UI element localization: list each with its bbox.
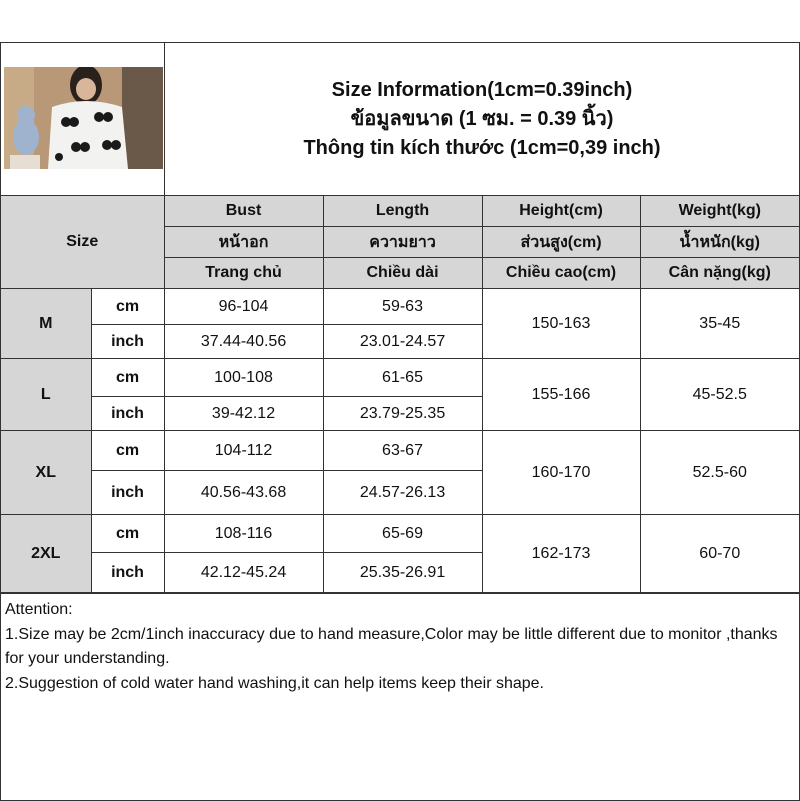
- bust-inch: 39-42.12: [164, 397, 323, 431]
- unit-cm: cm: [91, 289, 164, 325]
- weight-range: 35-45: [640, 289, 799, 359]
- length-inch: 23.01-24.57: [323, 325, 482, 359]
- size-name: L: [1, 359, 91, 431]
- bust-cm: 96-104: [164, 289, 323, 325]
- height-range: 150-163: [482, 289, 640, 359]
- header-bust-th: หน้าอก: [164, 227, 323, 258]
- notes-heading: Attention:: [5, 601, 73, 618]
- header-weight-vi: Cân nặng(kg): [640, 258, 799, 289]
- table-row: [1, 515, 799, 553]
- unit-inch: inch: [91, 397, 164, 431]
- length-cm: 65-69: [323, 515, 482, 553]
- bust-cm: 108-116: [164, 515, 323, 553]
- header-weight-th: น้ำหนัก(kg): [640, 227, 799, 258]
- table-row: [1, 359, 799, 397]
- note-measurement: 1.Size may be 2cm/1inch inaccuracy due to hand measure,Color may be little different due to monitor ,thanks for your understanding.: [5, 625, 778, 667]
- chart-header: [1, 43, 799, 196]
- title-english: Size Information(1cm=0.39inch): [331, 78, 633, 101]
- weight-range: 52.5-60: [640, 431, 799, 515]
- header-height-vi: Chiều cao(cm): [482, 258, 640, 289]
- unit-cm: cm: [91, 515, 164, 553]
- size-name: XL: [1, 431, 91, 515]
- header-length-en: Length: [323, 196, 482, 227]
- length-inch: 25.35-26.91: [323, 553, 482, 593]
- bust-cm: 100-108: [164, 359, 323, 397]
- table-row: [1, 289, 799, 325]
- height-range: 162-173: [482, 515, 640, 593]
- table-row: [1, 431, 799, 471]
- size-column-header: Size: [1, 196, 164, 289]
- product-photo-cell: [1, 43, 165, 195]
- header-height-th: ส่วนสูง(cm): [482, 227, 640, 258]
- attention-notes: [1, 593, 799, 800]
- size-chart: [0, 42, 800, 801]
- weight-range: 60-70: [640, 515, 799, 593]
- length-inch: 24.57-26.13: [323, 471, 482, 515]
- unit-cm: cm: [91, 431, 164, 471]
- title-thai: ข้อมูลขนาด (1 ซม. = 0.39 นิ้ว): [350, 107, 614, 130]
- header-height-en: Height(cm): [482, 196, 640, 227]
- bust-inch: 42.12-45.24: [164, 553, 323, 593]
- header-weight-en: Weight(kg): [640, 196, 799, 227]
- bust-inch: 40.56-43.68: [164, 471, 323, 515]
- length-cm: 59-63: [323, 289, 482, 325]
- unit-cm: cm: [91, 359, 164, 397]
- header-length-th: ความยาว: [323, 227, 482, 258]
- unit-inch: inch: [91, 325, 164, 359]
- size-name: M: [1, 289, 91, 359]
- header-row-english: [1, 196, 799, 227]
- title-block: [165, 43, 799, 195]
- height-range: 155-166: [482, 359, 640, 431]
- note-washing: 2.Suggestion of cold water hand washing,it can help items keep their shape.: [5, 674, 544, 692]
- size-name: 2XL: [1, 515, 91, 593]
- header-length-vi: Chiều dài: [323, 258, 482, 289]
- length-cm: 63-67: [323, 431, 482, 471]
- title-vietnamese: Thông tin kích thước (1cm=0,39 inch): [303, 136, 661, 159]
- length-inch: 23.79-25.35: [323, 397, 482, 431]
- bust-inch: 37.44-40.56: [164, 325, 323, 359]
- product-photo: [4, 67, 163, 169]
- header-bust-en: Bust: [164, 196, 323, 227]
- weight-range: 45-52.5: [640, 359, 799, 431]
- length-cm: 61-65: [323, 359, 482, 397]
- bust-cm: 104-112: [164, 431, 323, 471]
- header-bust-vi: Trang chủ: [164, 258, 323, 289]
- unit-inch: inch: [91, 471, 164, 515]
- size-table: [1, 196, 799, 593]
- height-range: 160-170: [482, 431, 640, 515]
- unit-inch: inch: [91, 553, 164, 593]
